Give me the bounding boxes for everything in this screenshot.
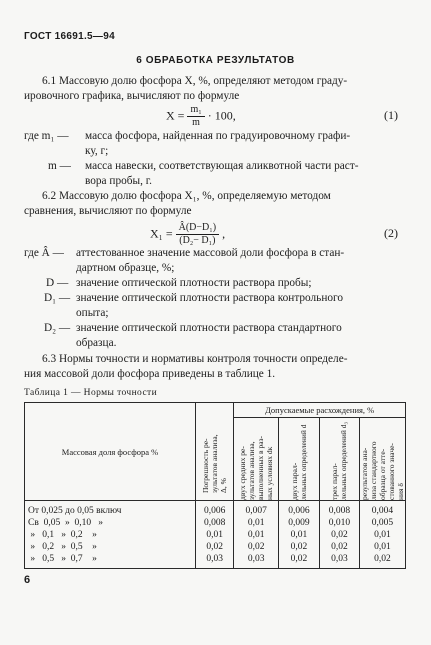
- values-two-means-text: 0,007 0,01 0,01 0,02 0,03: [245, 505, 267, 564]
- formula-1-tail: · 100,: [207, 108, 236, 123]
- table-caption: Таблица 1 — Нормы точности: [24, 388, 158, 398]
- col-header-two-means-text: двух средних ре- зультатов анализа, выполненных в раз- ных условиях dк: [238, 436, 275, 500]
- formula-1: [166, 104, 236, 129]
- values-two-parallel: [278, 501, 319, 569]
- section-title: 6 ОБРАБОТКА РЕЗУЛЬТАТОВ: [136, 55, 295, 66]
- col-header-error-delta-text: Погрешность ре- зультатов анализа, Δ, %: [201, 433, 229, 493]
- where2-sym-5: D₂ —: [44, 322, 71, 334]
- where2-text-6: образца.: [76, 337, 117, 349]
- where2-sym-0: где Â —: [24, 247, 64, 259]
- where2-sym-2: D —: [46, 277, 69, 289]
- col-header-three-parallel-text: трех парал- лельных определений d₃: [330, 421, 349, 500]
- values-error-delta-text: 0,006 0,008 0,01 0,02 0,03: [203, 505, 226, 564]
- values-error-delta: [195, 501, 233, 569]
- col-header-standard-sample: [359, 418, 405, 501]
- where1-sym-0: где m₁ —: [24, 130, 69, 142]
- where2-text-3: значение оптической плотности раствора контрольного: [76, 292, 344, 304]
- p63-line-2: ния массовой доли фосфора приведены в таблице 1.: [24, 368, 276, 380]
- where2-text-2: значение оптической плотности раствора пробы;: [76, 277, 312, 289]
- col-header-three-parallel: [319, 418, 359, 501]
- p62-line-2: сравнения, вычисляют по формуле: [24, 205, 192, 217]
- col-header-two-parallel-text: двух парал- лельных определений d: [289, 424, 308, 500]
- formula-2-number: (2): [384, 226, 398, 240]
- accuracy-norms-table: [24, 402, 406, 569]
- rows-phosphorus-ranges-text: От 0,025 до 0,05 включ Св 0,05 » 0,10 » » 0,1 » 0,2 » » 0,2 » 0,5 » » 0,5 » 0,7 »: [28, 505, 122, 564]
- values-two-means: [234, 501, 279, 569]
- values-three-parallel: [319, 501, 359, 569]
- where1-sym-2: m —: [48, 160, 71, 172]
- formula-2-tail: ,: [222, 226, 226, 241]
- where1-text-3: вора пробы, г.: [85, 175, 152, 187]
- where1-text-1: ку, г;: [85, 145, 109, 157]
- col-header-standard-sample-text: результатов ана- лиза стандартного образца от атте- стованного значе- ния δ: [359, 441, 405, 500]
- rows-phosphorus-ranges: [25, 501, 196, 569]
- p61-line-2: ировочного графика, вычисляют по формуле: [24, 90, 240, 102]
- where2-sym-3: D₁ —: [44, 292, 71, 304]
- values-standard-sample-text: 0,004 0,005 0,01 0,01 0,02: [371, 505, 394, 564]
- values-standard-sample: [359, 501, 405, 569]
- p62-line-1: 6.2 Массовую долю фосфора X₁, %, определяемую методом: [42, 190, 331, 202]
- formula-1-number: (1): [384, 108, 398, 122]
- col-header-error-delta: [195, 403, 233, 501]
- values-three-parallel-text: 0,008 0,010 0,02 0,02 0,03: [328, 505, 351, 564]
- col-header-two-parallel: [278, 418, 319, 501]
- formula-2-numerator: Â(D−D₁): [176, 222, 219, 235]
- formula-1-fraction: [187, 104, 204, 129]
- where2-text-1: дартном образце, %;: [76, 262, 175, 274]
- page-number: 6: [24, 574, 31, 586]
- document-header: ГОСТ 16691.5—94: [24, 31, 115, 42]
- formula-2-denominator: (D₂− D₁): [179, 235, 216, 246]
- where2-text-4: опыта;: [76, 307, 109, 319]
- col-header-two-means: [234, 418, 279, 501]
- where1-text-2: масса навески, соответствующая аликвотной части раст-: [85, 160, 359, 172]
- p63-line-1: 6.3 Нормы точности и нормативы контроля точности определе-: [42, 353, 348, 365]
- col-header-group-tolerances: Допускаемые расхождения, %: [234, 403, 406, 418]
- col-header-phosphorus-fraction: Массовая доля фосфора %: [25, 403, 196, 501]
- where2-text-0: аттестованное значение массовой доли фосфора в стан-: [76, 247, 345, 259]
- p61-line-1: 6.1 Массовую долю фосфора X, %, определяют методом граду-: [42, 75, 348, 87]
- formula-2-fraction: [176, 222, 219, 247]
- where2-text-5: значение оптической плотности раствора стандартного: [76, 322, 342, 334]
- formula-1-numerator: m₁: [187, 104, 204, 117]
- formula-1-denominator: m: [192, 117, 200, 128]
- formula-1-lhs: X =: [166, 108, 185, 123]
- formula-2-lhs: X₁ =: [150, 226, 173, 241]
- formula-2: [150, 222, 225, 247]
- values-two-parallel-text: 0,006 0,009 0,01 0,02 0,02: [288, 505, 310, 564]
- where1-text-0: масса фосфора, найденная по градуировочному графи-: [85, 130, 351, 142]
